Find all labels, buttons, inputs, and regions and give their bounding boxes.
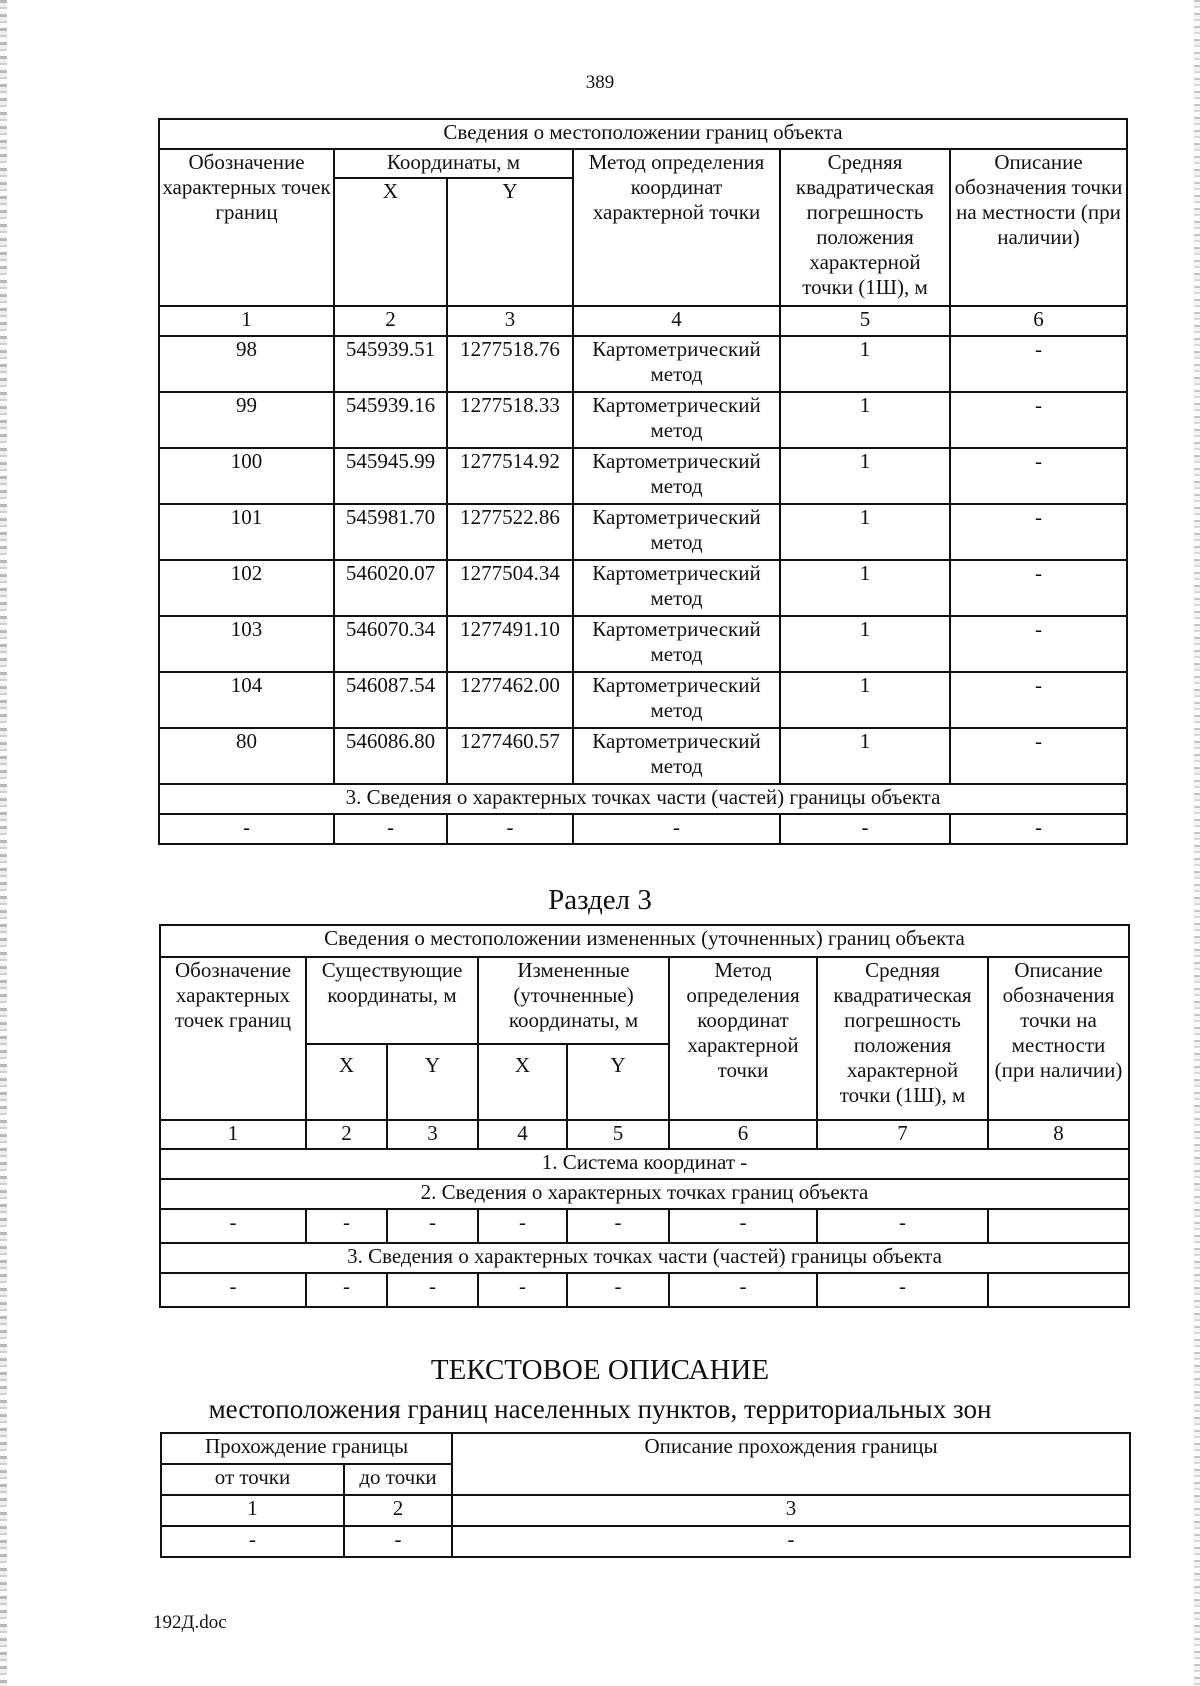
- cell-method: Картометрический метод: [573, 728, 780, 784]
- cell-x: 545945.99: [334, 448, 447, 504]
- header-error: Средняя квадратическая погрешность положения характерной точки (1Ш), м: [817, 957, 988, 1120]
- table-row: [160, 1209, 1129, 1243]
- cell-empty: -: [567, 1273, 669, 1307]
- table-row: [159, 814, 1127, 844]
- cell-x: 545939.16: [334, 392, 447, 448]
- footer-filename: 192Д.doc: [153, 1612, 227, 1633]
- cell-empty: -: [387, 1273, 478, 1307]
- cell-empty: [988, 1273, 1129, 1307]
- cell-method: Картометрический метод: [573, 392, 780, 448]
- col-number: 2: [306, 1120, 387, 1149]
- col-number: 1: [160, 1120, 306, 1149]
- cell-empty: -: [478, 1273, 567, 1307]
- cell-desc: -: [950, 560, 1127, 616]
- text-description-subtitle: местоположения границ населенных пунктов, территориальных зон: [208, 1394, 992, 1424]
- cell-y: 1277518.76: [447, 336, 573, 392]
- table-row: [159, 336, 1127, 392]
- cell-y: 1277460.57: [447, 728, 573, 784]
- col-number: 5: [567, 1120, 669, 1149]
- cell-empty: [988, 1209, 1129, 1243]
- cell-empty: -: [447, 814, 573, 844]
- cell-empty: -: [478, 1209, 567, 1243]
- cell-point: 100: [159, 448, 334, 504]
- header-y: Y: [447, 178, 573, 306]
- table-row: [159, 504, 1127, 560]
- cell-error: 1: [780, 728, 950, 784]
- text-description-title: ТЕКСТОВОЕ ОПИСАНИЕ: [430, 1354, 770, 1386]
- cell-empty: -: [669, 1273, 817, 1307]
- cell-method: Картометрический метод: [573, 336, 780, 392]
- header-coords: Координаты, м: [334, 149, 573, 178]
- cell-desc: -: [950, 616, 1127, 672]
- header-method: Метод определения координат характерной точки: [573, 149, 780, 306]
- cell-empty: -: [159, 814, 334, 844]
- cell-error: 1: [780, 616, 950, 672]
- header-method: Метод определения координат характерной точки: [669, 957, 817, 1120]
- cell-empty: -: [567, 1209, 669, 1243]
- header-designation: Обозначение характерных точек границ: [159, 149, 334, 306]
- table-row: [159, 728, 1127, 784]
- cell-y: 1277522.86: [447, 504, 573, 560]
- col-number: 2: [334, 306, 447, 336]
- cell-empty: -: [573, 814, 780, 844]
- page-number: 389: [585, 72, 615, 93]
- header-y: Y: [567, 1044, 669, 1120]
- header-y: Y: [387, 1044, 478, 1120]
- cell-point: 104: [159, 672, 334, 728]
- header-x: X: [478, 1044, 567, 1120]
- col-number: 8: [988, 1120, 1129, 1149]
- cell-empty: -: [817, 1273, 988, 1307]
- cell-error: 1: [780, 336, 950, 392]
- table-row: [159, 392, 1127, 448]
- cell-method: Картометрический метод: [573, 560, 780, 616]
- cell-empty: -: [160, 1273, 306, 1307]
- col-number: 6: [669, 1120, 817, 1149]
- cell-method: Картометрический метод: [573, 616, 780, 672]
- col-number: 4: [573, 306, 780, 336]
- header-existing: Существующие координаты, м: [306, 957, 478, 1044]
- cell-empty: -: [950, 814, 1127, 844]
- cell-empty: -: [669, 1209, 817, 1243]
- table-title: Сведения о местоположении измененных (уточненных) границ объекта: [160, 925, 1129, 957]
- cell-method: Картометрический метод: [573, 448, 780, 504]
- table-row: [159, 616, 1127, 672]
- cell-y: 1277514.92: [447, 448, 573, 504]
- cell-error: 1: [780, 448, 950, 504]
- cell-point: 99: [159, 392, 334, 448]
- cell-point: 102: [159, 560, 334, 616]
- cell-desc: -: [950, 336, 1127, 392]
- cell-empty: -: [161, 1526, 344, 1557]
- col-number: 1: [161, 1495, 344, 1526]
- cell-x: 546087.54: [334, 672, 447, 728]
- cell-error: 1: [780, 392, 950, 448]
- cell-x: 545981.70: [334, 504, 447, 560]
- cell-empty: -: [306, 1209, 387, 1243]
- section2-label: 2. Сведения о характерных точках границ объекта: [160, 1179, 1129, 1209]
- table-row: [159, 672, 1127, 728]
- cell-error: 1: [780, 672, 950, 728]
- cell-x: 546070.34: [334, 616, 447, 672]
- col-number: 3: [387, 1120, 478, 1149]
- cell-empty: -: [334, 814, 447, 844]
- cell-point: 101: [159, 504, 334, 560]
- cell-empty: -: [452, 1526, 1130, 1557]
- coordinate-system-label: 1. Система координат -: [160, 1149, 1129, 1179]
- cell-y: 1277504.34: [447, 560, 573, 616]
- col-number: 1: [159, 306, 334, 336]
- cell-desc: -: [950, 728, 1127, 784]
- cell-y: 1277462.00: [447, 672, 573, 728]
- header-from-point: от точки: [161, 1464, 344, 1495]
- cell-x: 546020.07: [334, 560, 447, 616]
- cell-point: 103: [159, 616, 334, 672]
- cell-method: Картометрический метод: [573, 504, 780, 560]
- cell-method: Картометрический метод: [573, 672, 780, 728]
- passage-table: [160, 1432, 1131, 1558]
- table-row: [160, 1273, 1129, 1307]
- cell-error: 1: [780, 504, 950, 560]
- cell-desc: -: [950, 392, 1127, 448]
- header-designation: Обозначение характерных точек границ: [160, 957, 306, 1120]
- cell-x: 546086.80: [334, 728, 447, 784]
- header-description: Описание обозначения точки на местности (при наличии): [988, 957, 1129, 1120]
- cell-point: 98: [159, 336, 334, 392]
- section3-label: 3. Сведения о характерных точках части (частей) границы объекта: [160, 1243, 1129, 1273]
- cell-error: 1: [780, 560, 950, 616]
- header-passage: Прохождение границы: [161, 1433, 452, 1464]
- col-number: 5: [780, 306, 950, 336]
- cell-empty: -: [344, 1526, 452, 1557]
- section3-label: 3. Сведения о характерных точках части (частей) границы объекта: [159, 784, 1127, 814]
- cell-empty: -: [160, 1209, 306, 1243]
- cell-point: 80: [159, 728, 334, 784]
- header-x: X: [306, 1044, 387, 1120]
- table-row: [159, 448, 1127, 504]
- col-number: 2: [344, 1495, 452, 1526]
- cell-desc: -: [950, 448, 1127, 504]
- header-x: X: [334, 178, 447, 306]
- col-number: 3: [452, 1495, 1130, 1526]
- col-number: 4: [478, 1120, 567, 1149]
- header-changed: Измененные (уточненные) координаты, м: [478, 957, 669, 1044]
- cell-y: 1277491.10: [447, 616, 573, 672]
- col-number: 7: [817, 1120, 988, 1149]
- cell-empty: -: [817, 1209, 988, 1243]
- header-description: Описание обозначения точки на местности (при наличии): [950, 149, 1127, 306]
- table-row: [159, 560, 1127, 616]
- table-title: Сведения о местоположении границ объекта: [159, 119, 1127, 149]
- table-row: [161, 1526, 1130, 1557]
- header-passage-description: Описание прохождения границы: [452, 1433, 1130, 1495]
- cell-x: 545939.51: [334, 336, 447, 392]
- scan-edge-left: [0, 0, 7, 1686]
- changed-boundary-table: [159, 924, 1130, 1308]
- header-to-point: до точки: [344, 1464, 452, 1495]
- cell-empty: -: [780, 814, 950, 844]
- cell-desc: -: [950, 672, 1127, 728]
- header-error: Средняя квадратическая погрешность положения характерной точки (1Ш), м: [780, 149, 950, 306]
- boundary-table: [158, 118, 1128, 845]
- cell-empty: -: [387, 1209, 478, 1243]
- section-heading: Раздел 3: [548, 884, 652, 916]
- col-number: 3: [447, 306, 573, 336]
- scan-edge-right: [1194, 0, 1200, 1686]
- cell-y: 1277518.33: [447, 392, 573, 448]
- col-number: 6: [950, 306, 1127, 336]
- cell-empty: -: [306, 1273, 387, 1307]
- cell-desc: -: [950, 504, 1127, 560]
